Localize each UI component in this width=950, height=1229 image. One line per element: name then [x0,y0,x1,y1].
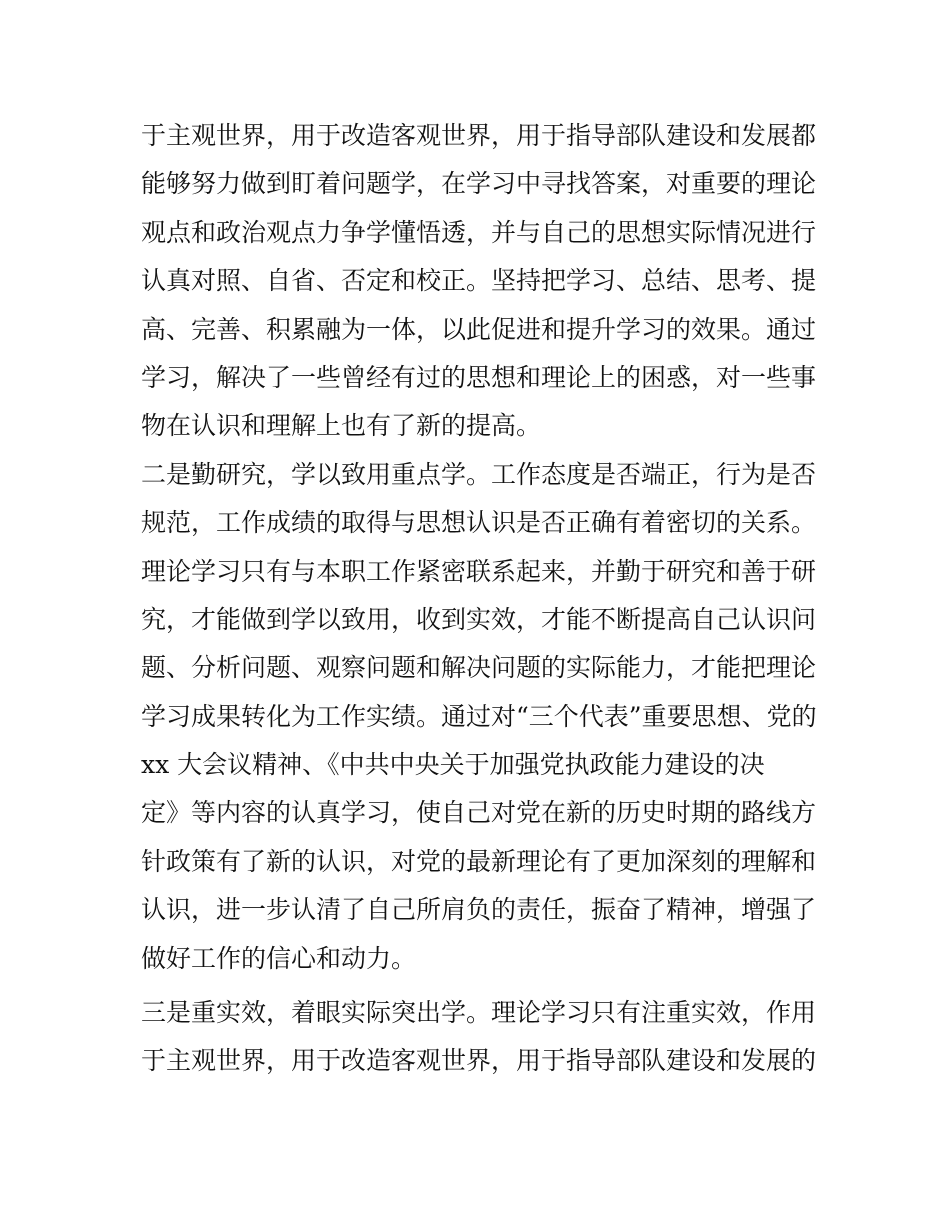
text-line: xx 大会议精神、《中共中央关于加强党执政能力建设的决 [141,750,765,780]
text-line: 学习，解决了一些曾经有过的思想和理论上的困惑，对一些事 [141,362,817,392]
text-line: 学习成果转化为工作实绩。通过对“三个代表”重要思想、党的 [141,701,817,731]
text-line: 于主观世界，用于改造客观世界，用于指导部队建设和发展都 [141,121,817,150]
text-line: 做好工作的信心和动力。 [141,943,417,973]
document-body [141,112,821,1086]
text-line: 能够努力做到盯着问题学，在学习中寻找答案，对重要的理论 [141,169,817,199]
text-line: 题、分析问题、观察问题和解决问题的实际能力，才能把理论 [141,653,817,683]
text-line: 认识，进一步认清了自己所肩负的责任，振奋了精神，增强了 [141,895,817,925]
text-line: 三是重实效，着眼实际突出学。理论学习只有注重实效，作用 [141,998,817,1028]
text-line: 高、完善、积累融为一体，以此促进和提升学习的效果。通过 [141,314,817,344]
text-line: 针政策有了新的认识，对党的最新理论有了更加深刻的理解和 [141,846,817,876]
text-line: 理论学习只有与本职工作紧密联系起来，并勤于研究和善于研 [141,556,817,586]
text-line: 认真对照、自省、否定和校正。坚持把学习、总结、思考、提 [141,266,817,296]
text-line: 究，才能做到学以致用，收到实效，才能不断提高自己认识问 [141,604,817,634]
text-line: 观点和政治观点力争学懂悟透，并与自己的思想实际情况进行 [141,217,817,247]
text-line: 于主观世界，用于改造客观世界，用于指导部队建设和发展的 [141,1046,817,1076]
text-line: 二是勤研究，学以致用重点学。工作态度是否端正，行为是否 [141,459,817,489]
text-line: 定》等内容的认真学习，使自己对党在新的历史时期的路线方 [141,798,817,828]
text-line: 规范，工作成绩的取得与思想认识是否正确有着密切的关系。 [141,508,817,538]
text-line: 物在认识和理解上也有了新的提高。 [141,411,542,441]
